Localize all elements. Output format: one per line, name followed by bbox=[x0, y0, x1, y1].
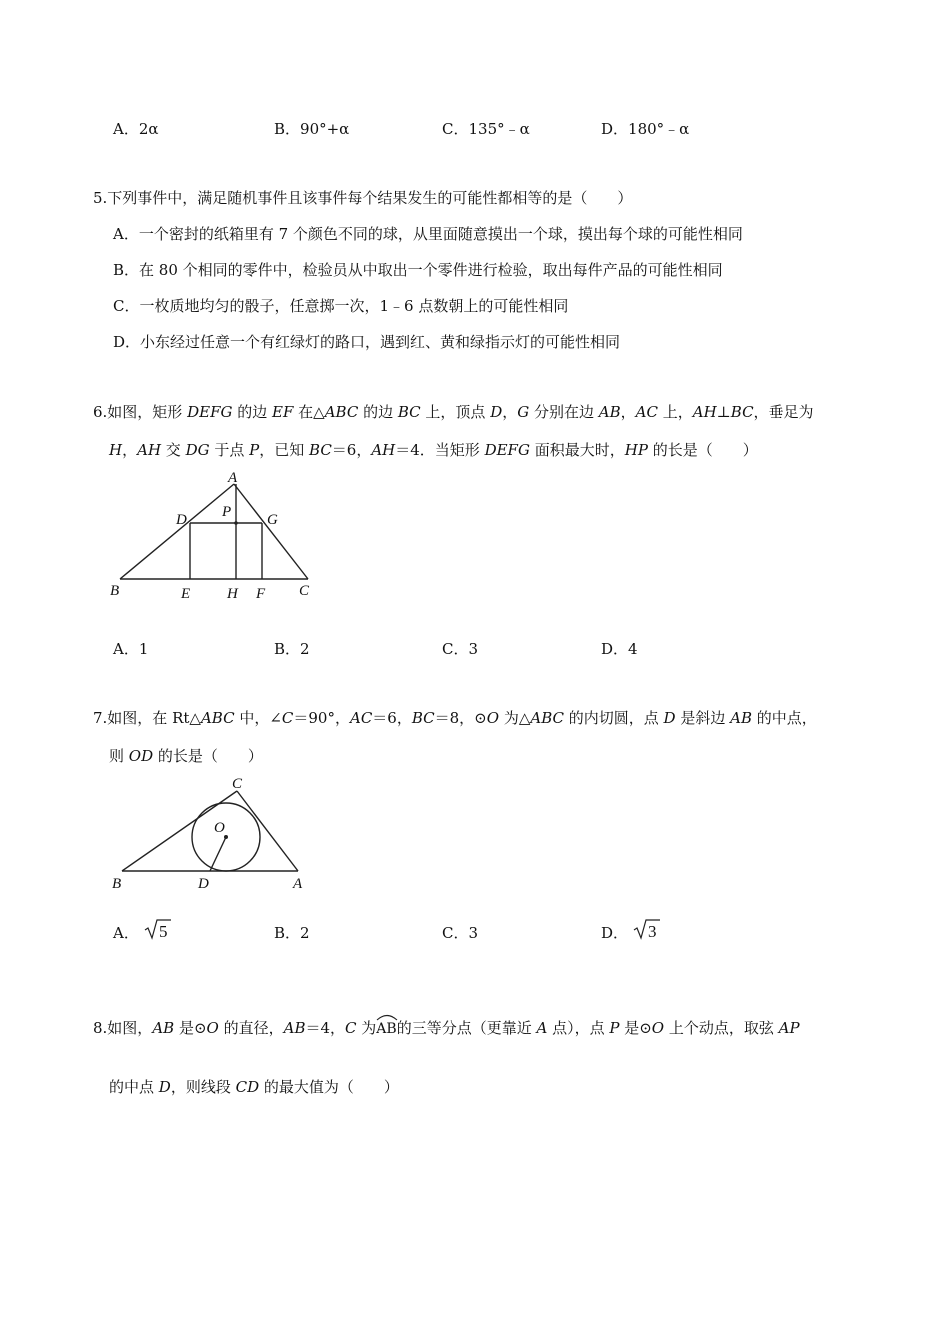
q5-option-a[interactable] bbox=[113, 224, 743, 244]
label-c: C bbox=[232, 776, 243, 792]
label-d: D bbox=[198, 876, 209, 892]
q7-option-a[interactable]: A． 5 bbox=[113, 918, 172, 943]
svg-text:5: 5 bbox=[158, 922, 168, 940]
q6-stem-line1: 6.如图，矩形 DEFG 的边 EF 在△ABC 的边 BC 上，顶点 D，G 分别在边 AB，AC 上，AH⊥BC，垂足为 bbox=[93, 403, 814, 421]
label-a: A bbox=[293, 876, 303, 892]
option-text: 90°+α bbox=[300, 120, 350, 138]
segment-od bbox=[210, 837, 226, 871]
q6-option-a[interactable]: A．1 bbox=[113, 640, 149, 658]
label-f: F bbox=[256, 586, 266, 602]
q4-option-b[interactable] bbox=[274, 118, 349, 139]
option-text: 180°﹣α bbox=[628, 120, 690, 138]
segment-ac bbox=[234, 484, 308, 579]
option-text: 2α bbox=[138, 120, 159, 138]
q4-option-a[interactable] bbox=[113, 118, 159, 139]
q5-stem: 5.下列事件中，满足随机事件且该事件每个结果发生的可能性都相等的是（ ） bbox=[93, 189, 633, 207]
sqrt-sign-icon bbox=[633, 918, 661, 940]
label-g: G bbox=[267, 512, 278, 528]
q6-option-b[interactable]: B．2 bbox=[274, 640, 310, 658]
label-p: P bbox=[222, 504, 232, 520]
label-e: E bbox=[181, 586, 191, 602]
label-a: A bbox=[228, 470, 238, 486]
q7-figure bbox=[100, 772, 320, 897]
q7-stem-line1: 7.如图，在 Rt△ABC 中，∠C＝90°，AC＝6，BC＝8，⊙O 为△ABC 的内切圆，点 D 是斜边 AB 的中点， bbox=[93, 709, 817, 727]
option-text: 小东经过任意一个有红绿灯的路口，遇到红、黄和绿指示灯的可能性相同 bbox=[140, 333, 621, 351]
label-b: B bbox=[110, 583, 120, 599]
q5-option-c[interactable] bbox=[113, 296, 568, 316]
option-letter: C． bbox=[442, 120, 469, 138]
q8-stem-line2: 的中点 D，则线段 CD 的最大值为（ ） bbox=[109, 1078, 399, 1096]
q6-option-c[interactable]: C．3 bbox=[442, 640, 479, 658]
q5-option-b[interactable] bbox=[113, 260, 723, 280]
q6-option-d[interactable]: D．4 bbox=[601, 640, 638, 658]
label-c: C bbox=[299, 583, 310, 599]
arc-ab: AB bbox=[376, 1019, 396, 1039]
q6-figure bbox=[100, 466, 330, 606]
segment-ab bbox=[120, 484, 234, 579]
q6-stem-line2: H，AH 交 DG 于点 P，已知 BC＝6，AH＝4．当矩形 DEFG 面积最大时，HP 的长是（ ） bbox=[109, 441, 758, 459]
q4-option-c[interactable] bbox=[442, 118, 530, 139]
option-text: 一个密封的纸箱里有 7 个颜色不同的球，从里面随意摸出一个球，摸出每个球的可能性相同 bbox=[138, 225, 743, 243]
option-letter: B． bbox=[274, 120, 301, 138]
option-letter: A． bbox=[113, 225, 139, 243]
option-text: 在 80 个相同的零件中，检验员从中取出一个零件进行检验，取出每件产品的可能性相同 bbox=[139, 261, 723, 279]
q7-option-b[interactable]: B．2 bbox=[274, 924, 310, 942]
label-o: O bbox=[214, 820, 225, 836]
option-text: 一枚质地均匀的骰子，任意掷一次，1﹣6 点数朝上的可能性相同 bbox=[139, 297, 569, 315]
option-letter: D． bbox=[113, 333, 141, 351]
arc-mark-icon bbox=[376, 1013, 398, 1021]
option-letter: A． bbox=[113, 120, 139, 138]
q4-option-d[interactable] bbox=[601, 118, 689, 139]
q5-option-d[interactable] bbox=[113, 332, 620, 352]
option-letter: D． bbox=[601, 120, 629, 138]
point-p bbox=[234, 521, 238, 525]
segment-ca bbox=[237, 791, 298, 871]
q8-stem-line1: 8.如图，AB 是⊙O 的直径，AB＝4，C 为 AB的三等分点（更靠近 A 点），点 P 是⊙O 上个动点，取弦 AP bbox=[93, 1018, 800, 1039]
q7-option-c[interactable]: C．3 bbox=[442, 924, 479, 942]
label-h: H bbox=[227, 586, 238, 602]
option-letter: B． bbox=[113, 261, 140, 279]
option-text: 135°﹣α bbox=[468, 120, 530, 138]
option-letter: C． bbox=[113, 297, 140, 315]
label-d: D bbox=[176, 512, 187, 528]
q7-stem-line2: 则 OD 的长是（ ） bbox=[109, 747, 263, 765]
q7-option-d[interactable]: D． 3 bbox=[601, 918, 661, 943]
svg-text:3: 3 bbox=[647, 922, 657, 940]
sqrt-sign-icon bbox=[144, 918, 172, 940]
label-b: B bbox=[112, 876, 122, 892]
